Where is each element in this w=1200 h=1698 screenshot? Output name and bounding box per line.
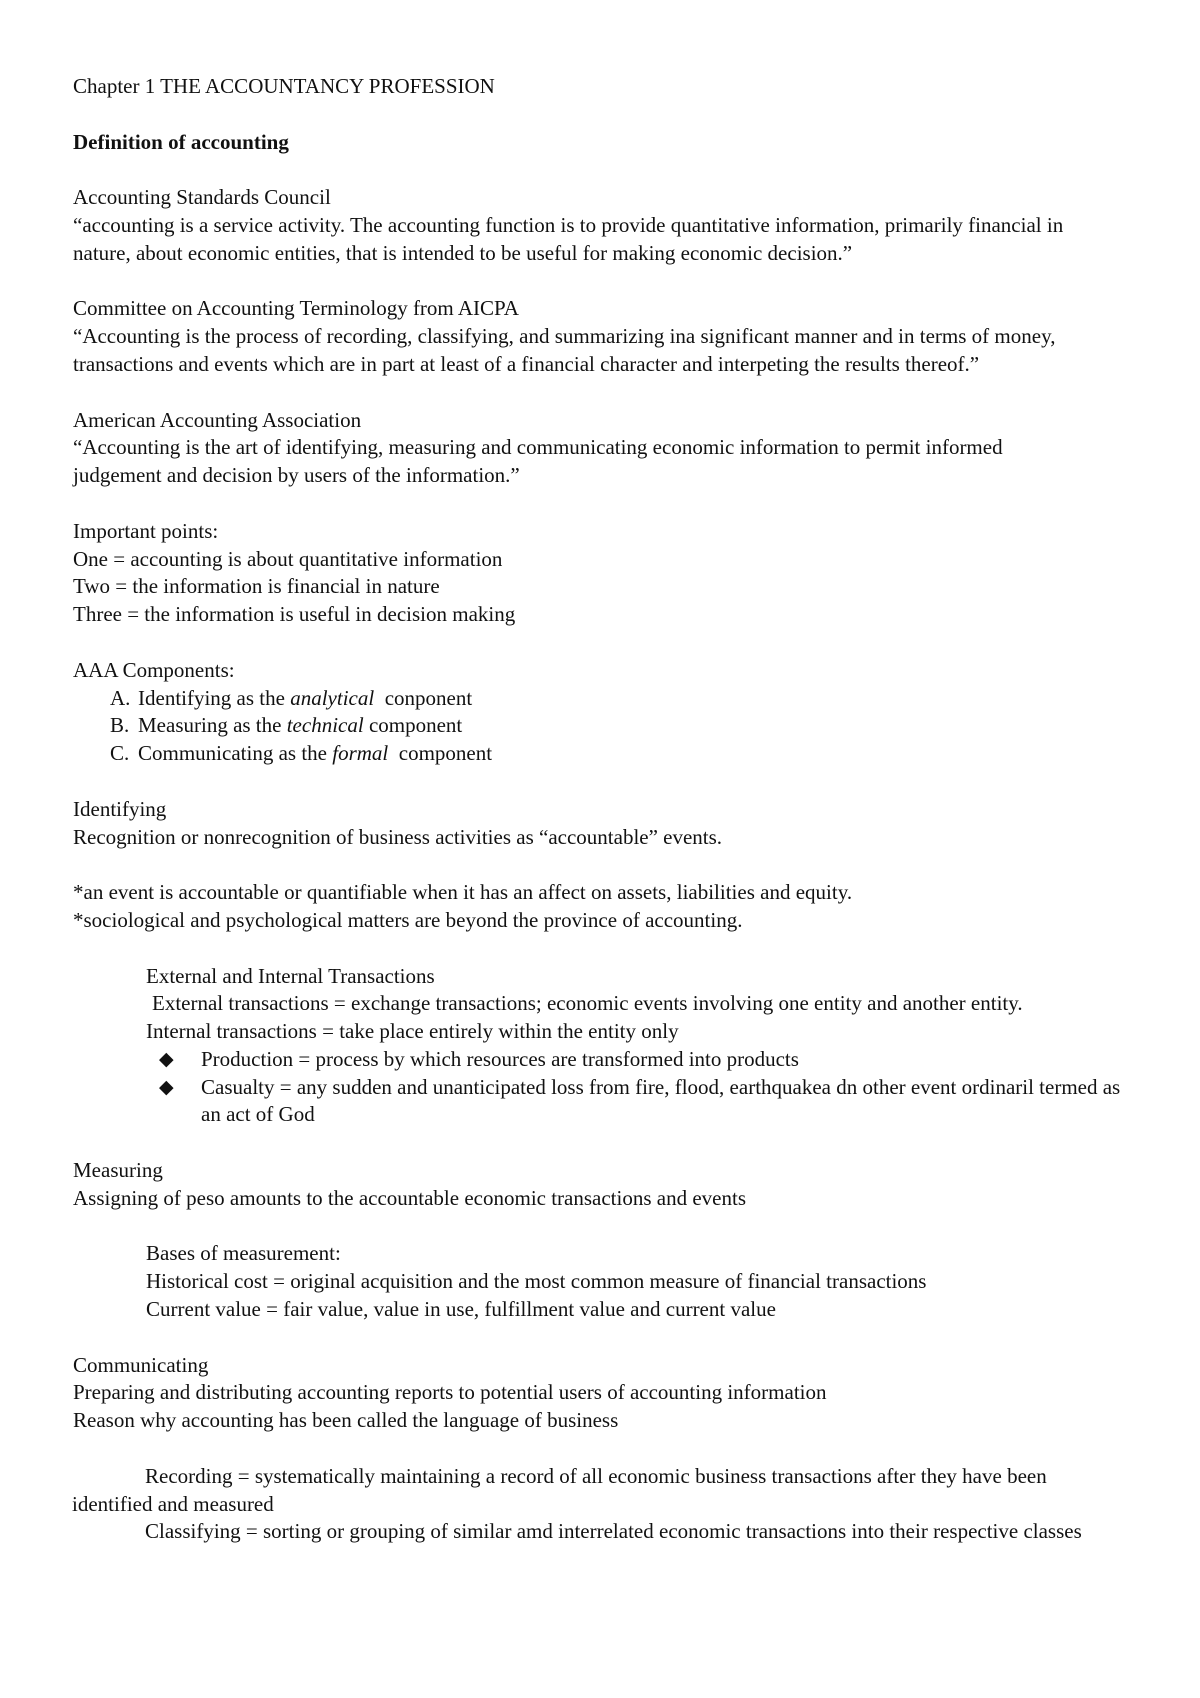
communicating-text: Reason why accounting has been called the language of business (73, 1408, 619, 1433)
classifying-definition: Classifying = sorting or grouping of similar amd interrelated economic transactions into their respective classes (145, 1519, 1082, 1544)
component-text: Measuring as the (138, 713, 287, 738)
identifying-note: *sociological and psychological matters are beyond the province of accounting. (73, 907, 743, 932)
measurement-basis: Historical cost = original acquisition and the most common measure of financial transactions (146, 1269, 927, 1294)
component-emphasis: technical (286, 713, 364, 738)
important-point: One = accounting is about quantitative information (73, 546, 503, 571)
document-body (73, 73, 1123, 1546)
component-item (73, 712, 1123, 740)
bullet-text: Production = process by which resources are transformed into products (201, 1046, 799, 1071)
asc-quote: “accounting is a service activity. The accounting function is to provide quantitative information, primarily financial in nature, about economic entities, that is intended to be useful for making economic decision.” (73, 212, 1064, 265)
communicating-heading: Communicating (73, 1352, 209, 1377)
diamond-bullet-icon: ◆ (159, 1076, 174, 1098)
recording-definition: Recording = systematically maintaining a record of all economic business transactions after they have been identified and measured (72, 1463, 1047, 1516)
identifying-heading: Identifying (73, 796, 167, 821)
identifying-note: *an event is accountable or quantifiable when it has an affect on assets, liabilities and equity. (73, 880, 853, 905)
aaa-source: American Accounting Association (73, 407, 362, 432)
internal-transactions: Internal transactions = take place entirely within the entity only (146, 1019, 679, 1044)
component-item (73, 740, 1123, 768)
measurement-basis: Current value = fair value, value in use, fulfillment value and current value (146, 1297, 776, 1322)
measuring-heading: Measuring (73, 1158, 163, 1183)
diamond-bullet-icon: ◆ (159, 1048, 174, 1070)
aaa-quote: “Accounting is the art of identifying, measuring and communicating economic information to permit informed judgement and decision by users of the information.” (73, 435, 1003, 488)
measuring-text: Assigning of peso amounts to the accountable economic transactions and events (73, 1185, 746, 1210)
communicating-text: Preparing and distributing accounting reports to potential users of accounting information (73, 1380, 827, 1405)
component-emphasis: analytical (290, 685, 375, 710)
asc-source: Accounting Standards Council (73, 185, 331, 210)
bullet-text: Casualty = any sudden and unanticipated loss from fire, flood, earthquakea dn other event ordinaril termed as an act of God (201, 1074, 1121, 1127)
component-item (73, 685, 1123, 713)
chapter-title: Chapter 1 THE ACCOUNTANCY PROFESSION (73, 74, 495, 98)
external-transactions-text: External transactions = exchange transactions; economic events involving one entity and another entity. (152, 991, 1023, 1016)
component-text: component (388, 741, 493, 766)
definition-heading: Definition of accounting (73, 129, 289, 154)
important-points-heading: Important points: (73, 518, 219, 543)
bullet-item (73, 1046, 1121, 1074)
component-text: Identifying as the (138, 685, 291, 710)
important-point: Three = the information is useful in decision making (73, 602, 516, 627)
aaa-components-heading: AAA Components: (73, 657, 235, 682)
component-text: component (363, 713, 463, 738)
identifying-text: Recognition or nonrecognition of business activities as “accountable” events. (73, 824, 723, 849)
component-text: conponent (374, 685, 473, 710)
component-text: Communicating as the (138, 741, 333, 766)
component-label: A. (110, 685, 131, 710)
component-label: C. (110, 741, 130, 766)
measurement-subheading: Bases of measurement: (146, 1241, 341, 1266)
bullet-item (73, 1074, 1121, 1130)
aicpa-quote: “Accounting is the process of recording, classifying, and summarizing ina significant manner and in terms of money, transactions and events which are in part at least of a financial character and interpeting the results thereof.” (73, 324, 1056, 376)
aicpa-source: Committee on Accounting Terminology from AICPA (73, 296, 519, 321)
important-point: Two = the information is financial in nature (73, 574, 440, 599)
component-label: B. (110, 713, 130, 738)
external-transactions (67, 990, 1117, 1018)
transactions-subheading: External and Internal Transactions (146, 963, 435, 988)
component-emphasis: formal (332, 741, 389, 766)
